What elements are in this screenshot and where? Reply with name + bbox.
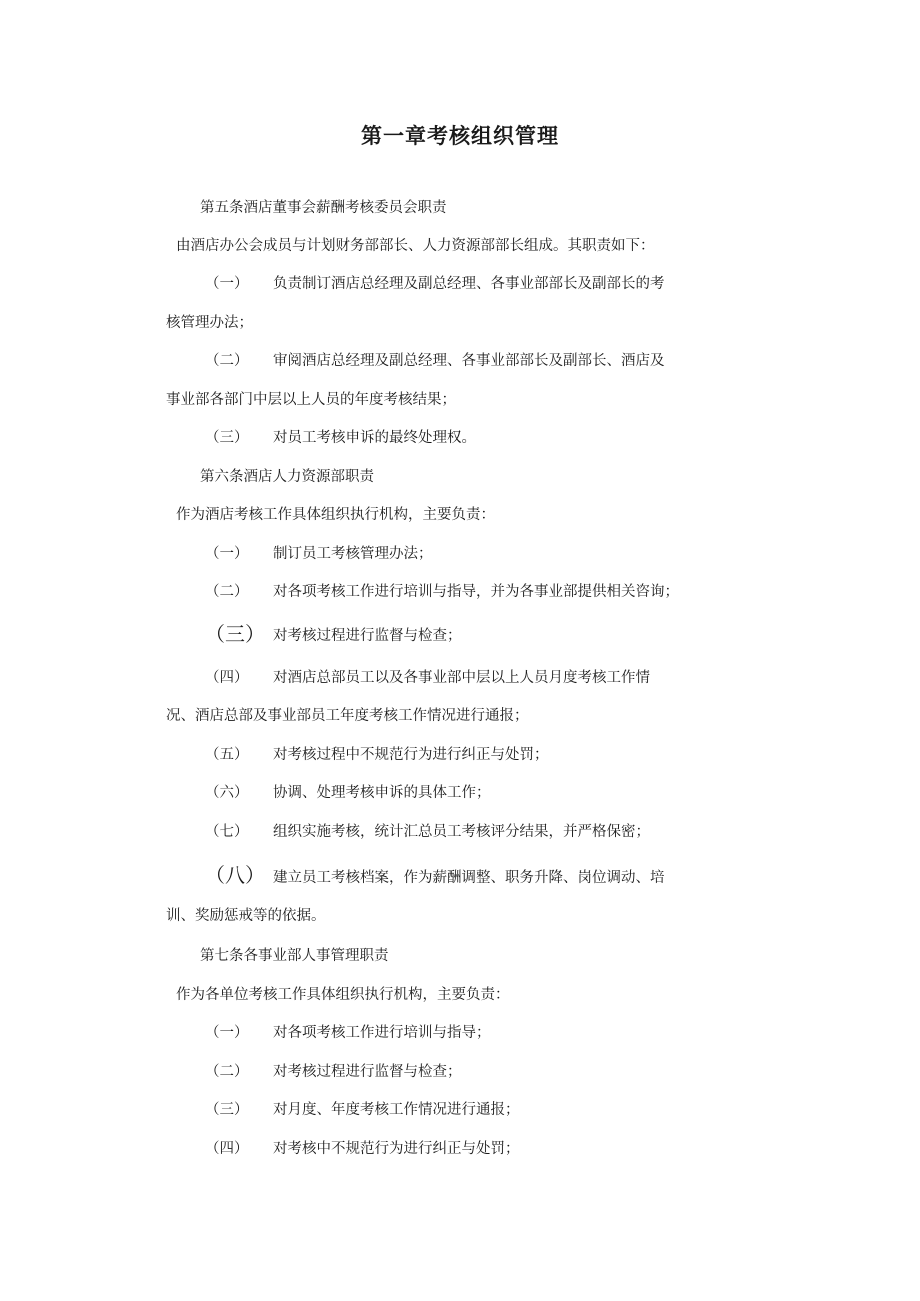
item-number: （三） <box>205 622 265 646</box>
item-text: 对各项考核工作进行培训与指导，并为各事业部提供相关咨询； <box>273 584 679 600</box>
item-text: 负责制订酒店总经理及副总经理、各事业部部长及副部长的考 <box>273 276 665 292</box>
article-5-intro: 由酒店办公会成员与计划财务部部长、人力资源部部长组成。其职责如下： <box>176 238 655 254</box>
item-continuation: 事业部各部门中层以上人员的年度考核结果； <box>166 392 456 408</box>
item-number: （七） <box>205 824 249 840</box>
item-text: 对考核过程中不规范行为进行纠正与处罚； <box>273 747 549 763</box>
chapter-title: 第一章考核组织管理 <box>361 124 559 148</box>
item-number: （一） <box>205 1025 249 1041</box>
item-number: （一） <box>205 276 249 292</box>
article-5-heading: 第五条酒店董事会薪酬考核委员会职责 <box>200 200 447 216</box>
item-text: 建立员工考核档案，作为薪酬调整、职务升降、岗位调动、培 <box>273 870 665 886</box>
item-text: 对各项考核工作进行培训与指导； <box>273 1025 491 1041</box>
item-number: （五） <box>205 747 249 763</box>
item-text: 对酒店总部员工以及各事业部中层以上人员月度考核工作情 <box>273 670 650 686</box>
item-text: 组织实施考核，统计汇总员工考核评分结果，并严格保密； <box>273 824 650 840</box>
item-text: 协调、处理考核申诉的具体工作； <box>273 785 491 801</box>
article-7-heading: 第七条各事业部人事管理职责 <box>200 948 389 964</box>
article-6-intro: 作为酒店考核工作具体组织执行机构，主要负责： <box>176 507 495 523</box>
article-6-heading: 第六条酒店人力资源部职责 <box>200 469 374 485</box>
item-text: 制订员工考核管理办法； <box>273 546 433 562</box>
item-text: 对考核过程进行监督与检查； <box>273 628 462 644</box>
item-continuation: 况、酒店总部及事业部员工年度考核工作情况进行通报； <box>166 708 529 724</box>
item-text: 对考核过程进行监督与检查； <box>273 1064 462 1080</box>
item-number: （一） <box>205 546 249 562</box>
item-number: （八） <box>205 863 265 887</box>
item-number: （二） <box>205 353 249 369</box>
item-text: 审阅酒店总经理及副总经理、各事业部部长及副部长、酒店及 <box>273 353 665 369</box>
item-number: （二） <box>205 1064 249 1080</box>
item-number: （三） <box>205 1102 249 1118</box>
item-text: 对员工考核申诉的最终处理权。 <box>273 430 476 446</box>
item-number: （六） <box>205 785 249 801</box>
item-text: 对考核中不规范行为进行纠正与处罚； <box>273 1141 520 1157</box>
article-7-intro: 作为各单位考核工作具体组织执行机构，主要负责： <box>176 987 510 1003</box>
item-number: （三） <box>205 430 249 446</box>
item-number: （四） <box>205 1141 249 1157</box>
item-continuation: 核管理办法； <box>166 315 253 331</box>
item-continuation: 训、奖励惩戒等的依据。 <box>166 908 326 924</box>
item-number: （二） <box>205 584 249 600</box>
item-number: （四） <box>205 670 249 686</box>
item-text: 对月度、年度考核工作情况进行通报； <box>273 1102 520 1118</box>
